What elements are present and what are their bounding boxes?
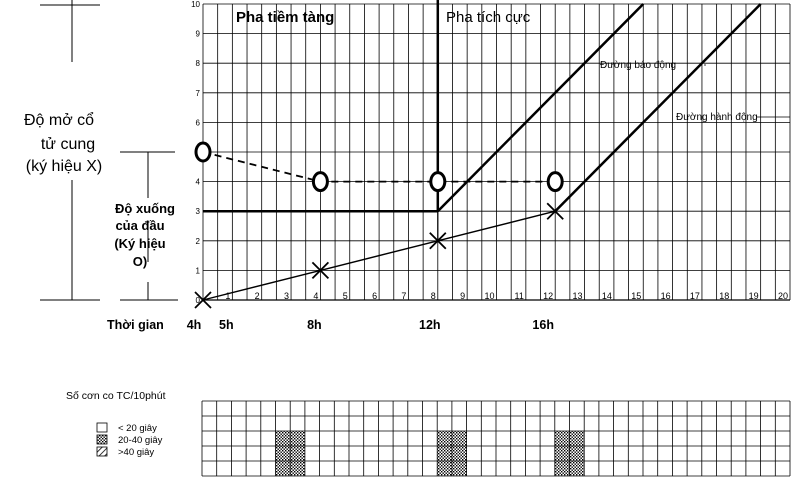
- descent-label-line2: của đầu: [115, 218, 165, 233]
- x-tick-label: 16: [660, 291, 671, 301]
- action-line-label: Đường hành động: [676, 112, 758, 123]
- dilation-label-line2: tử cung: [40, 136, 96, 153]
- descent-label-line1: Độ xuống: [115, 201, 175, 216]
- descent-o-marker: [313, 173, 327, 191]
- x-tick-label: 1: [225, 291, 231, 301]
- descent-o-marker: [431, 173, 445, 191]
- x-tick-label: 12: [543, 291, 554, 301]
- time-marks: [187, 318, 554, 332]
- x-tick-label: 3: [284, 291, 290, 301]
- y-tick-label: 7: [195, 88, 200, 98]
- y-tick-label: 10: [191, 0, 200, 9]
- x-tick-label: 2: [254, 291, 260, 301]
- latent-phase-label: Pha tiềm tàng: [236, 9, 335, 26]
- active-phase-label: Pha tích cực: [446, 9, 531, 26]
- y-tick-label: 6: [195, 118, 200, 128]
- dilation-label-line3: (ký hiệu X): [25, 158, 103, 175]
- legend-text: >40 giây: [118, 447, 155, 458]
- contractions-title: Số cơn co TC/10phút: [66, 390, 166, 402]
- y-tick-label: 2: [195, 236, 200, 246]
- time-mark: 12h: [419, 318, 441, 332]
- x-tick-label: 4: [313, 291, 319, 301]
- y-tick-label: 9: [195, 29, 200, 39]
- time-mark: 5h: [219, 318, 234, 332]
- descent-o-marker: [196, 143, 210, 161]
- y-tick-label: 0: [195, 296, 200, 305]
- x-tick-label: 17: [689, 291, 700, 301]
- x-tick-label: 13: [572, 291, 583, 301]
- descent-label-line3: (Ký hiệu: [114, 236, 166, 251]
- x-tick-label: 10: [484, 291, 495, 301]
- y-tick-label: 4: [195, 177, 200, 187]
- x-tick-label: 11: [514, 291, 524, 301]
- descent-o-marker: [548, 173, 562, 191]
- x-tick-label: 6: [372, 291, 378, 301]
- alert-line-label: Đường báo động: [600, 60, 677, 71]
- x-tick-label: 19: [748, 291, 759, 301]
- y-tick-label: 1: [195, 266, 200, 276]
- time-mark: 16h: [532, 318, 554, 332]
- legend-swatch: [97, 423, 107, 432]
- time-mark: 4h: [186, 318, 202, 332]
- legend-text: < 20 giây: [118, 423, 157, 434]
- x-tick-label: 15: [631, 291, 642, 301]
- x-tick-label: 8: [430, 291, 436, 301]
- legend-swatch: [97, 435, 107, 444]
- x-tick-label: 20: [777, 291, 788, 301]
- legend-swatch: [97, 447, 107, 456]
- time-mark: 8h: [307, 318, 322, 332]
- contractions-legend: [97, 423, 163, 458]
- x-tick-label: 18: [719, 291, 730, 301]
- x-tick-label: 9: [460, 291, 466, 301]
- descent-label-line4: O): [132, 254, 148, 269]
- x-tick-label: 14: [601, 291, 612, 301]
- reference-line-labels: [600, 60, 758, 123]
- x-tick-label: 5: [342, 291, 348, 301]
- legend-text: 20-40 giây: [118, 435, 163, 446]
- time-label: Thời gian: [107, 318, 164, 332]
- dilation-label-line1: Độ mở cổ: [23, 112, 95, 129]
- y-tick-label: 3: [195, 207, 200, 217]
- x-tick-label: 7: [401, 291, 407, 301]
- y-tick-label: 8: [195, 59, 200, 69]
- contractions-grid: [202, 401, 790, 476]
